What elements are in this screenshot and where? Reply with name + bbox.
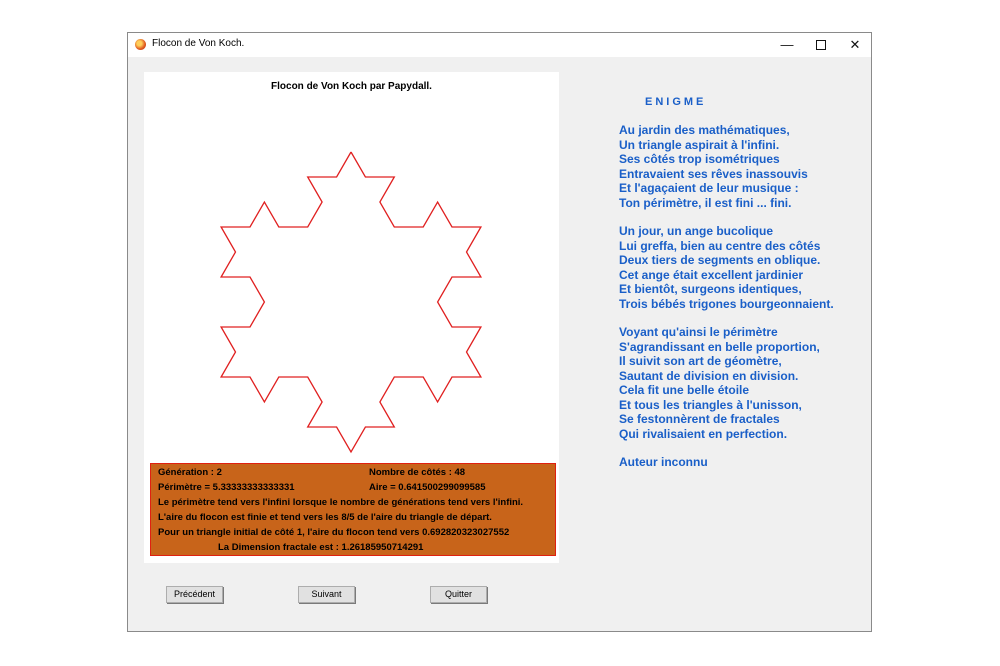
fractal-dimension-text: La Dimension fractale est : 1.26185950714291	[218, 542, 424, 553]
sides-count-text: Nombre de côtés : 48	[369, 467, 466, 478]
poem-line: Deux tiers de segments en oblique.	[619, 253, 821, 267]
area-text: Aire = 0.641500299099585	[369, 482, 486, 493]
generation-text: Génération : 2	[158, 467, 222, 478]
maximize-icon	[816, 40, 826, 50]
maximize-button[interactable]	[804, 33, 838, 57]
poem-line: Qui rivalisaient en perfection.	[619, 426, 788, 441]
poem-line: Un triangle aspirait à l'infini.	[619, 137, 780, 152]
info-line-2: L'aire du flocon est finie et tend vers les 8/5 de l'aire du triangle de départ.	[158, 512, 492, 523]
poem-line: Cela fit une belle étoile	[619, 383, 750, 397]
app-icon	[135, 39, 146, 50]
poem-line: Entravaient ses rêves inassouvis	[619, 166, 808, 181]
poem-line: Trois bébés trigones bourgeonnaient.	[619, 296, 834, 311]
poem-line: Un jour, un ange bucolique	[619, 224, 774, 238]
previous-button[interactable]: Précédent	[166, 586, 223, 603]
snowflake-outline	[221, 152, 481, 452]
poem-line: Et bientôt, surgeons identiques,	[619, 282, 802, 296]
poem-line: Lui greffa, bien au centre des côtés	[619, 238, 821, 253]
poem-title: ENIGME	[645, 96, 707, 108]
poem-line: Ton périmètre, il est fini ... fini.	[619, 195, 792, 210]
poem-line: Et tous les triangles à l'unisson,	[619, 397, 802, 412]
poem-line: Et l'agaçaient de leur musique :	[619, 181, 799, 195]
poem-line: Au jardin des mathématiques,	[619, 123, 790, 137]
poem-line: Il suivit son art de géomètre,	[619, 354, 782, 368]
info-line-3: Pour un triangle initial de côté 1, l'aire du flocon tend vers 0.692820323027552	[158, 527, 510, 538]
next-button[interactable]: Suivant	[298, 586, 355, 603]
poem-line: S'agrandissant en belle proportion,	[619, 339, 820, 354]
poem-line: Voyant qu'ainsi le périmètre	[619, 325, 778, 339]
poem-author: Auteur inconnu	[619, 455, 708, 469]
drawing-canvas	[144, 72, 559, 563]
window-title: Flocon de Von Koch.	[152, 38, 245, 49]
minimize-button[interactable]: —	[780, 37, 794, 52]
koch-snowflake	[144, 72, 559, 463]
perimeter-text: Périmètre = 5.33333333333331	[158, 482, 295, 493]
info-panel	[150, 463, 556, 556]
canvas-title: Flocon de Von Koch par Papydall.	[271, 81, 432, 92]
poem-line: Cet ange était excellent jardinier	[619, 267, 804, 282]
poem-stanza-3	[619, 325, 820, 441]
poem-line: Se festonnèrent de fractales	[619, 412, 780, 426]
close-button[interactable]: ✕	[849, 37, 861, 52]
quit-button[interactable]: Quitter	[430, 586, 487, 603]
info-line-1: Le périmètre tend vers l'infini lorsque le nombre de générations tend vers l'infini.	[158, 497, 524, 508]
poem-line: Sautant de division en division.	[619, 368, 799, 383]
poem-stanza-1	[619, 123, 808, 210]
title-bar[interactable]	[128, 33, 871, 57]
poem-line: Ses côtés trop isométriques	[619, 152, 780, 166]
poem-stanza-2	[619, 224, 834, 311]
app-window	[127, 32, 872, 632]
